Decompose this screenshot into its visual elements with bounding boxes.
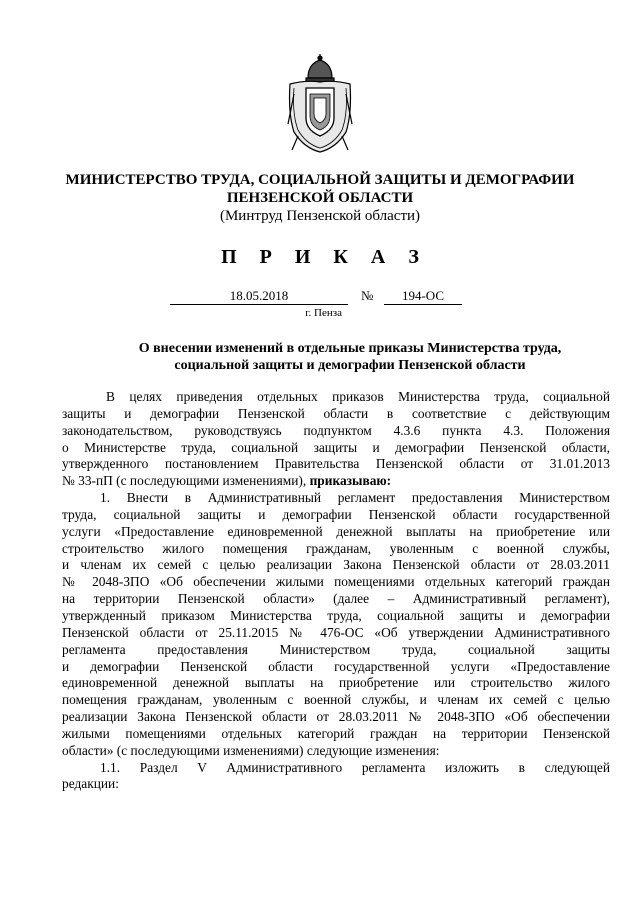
document-body <box>62 389 610 793</box>
body-line: услуги «Предоставление единовременной денежной выплаты на приобретение или <box>62 523 610 539</box>
body-line: № 2048-ЗПО «Об обеспечении жилыми помещениями отдельных категорий граждан <box>62 574 610 590</box>
document-date: 18.05.2018 <box>170 288 348 305</box>
ministry-short-name: (Минтруд Пензенской области) <box>219 208 421 224</box>
body-line: жилыми помещениями отдельных категорий граждан на территории Пензенской <box>62 725 610 741</box>
body-line: области» (с последующими изменениями) следующие изменения: <box>62 742 440 758</box>
document-city: г. Пенза <box>305 307 342 319</box>
body-line: единовременной денежной выплаты на приобретение или строительство жилого <box>62 675 610 691</box>
body-line: и членам их семей с целью реализации Закона Пензенской области от 28.03.2011 <box>62 557 610 573</box>
body-line: помещения гражданам, уволенным с военной службы, и членам их семей с целью <box>62 692 610 708</box>
penza-coat-of-arms-emblem <box>284 54 356 154</box>
ministry-name <box>40 171 600 207</box>
body-line: о Министерстве труда, социальной защиты и демографии Пензенской области, <box>62 439 610 455</box>
body-line: утвержденный приказом Министерства труда, социальной защиты и демографии <box>62 607 610 623</box>
body-line: 1.1. Раздел V Административного регламента изложить в следующей <box>100 759 610 775</box>
bold-order-word: приказываю: <box>309 473 392 489</box>
body-line-with-bold <box>62 473 610 490</box>
body-line: редакции: <box>62 776 119 792</box>
body-line: труда, социальной защиты и демографии Пензенской области государственной <box>62 506 610 522</box>
subject-line2: социальной защиты и демографии Пензенской области <box>174 358 526 373</box>
ministry-name-line1: МИНИСТЕРСТВО ТРУДА, СОЦИАЛЬНОЙ ЗАЩИТЫ И ДЕМОГРАФИИ <box>65 172 575 188</box>
document-type-title: П Р И К А З <box>221 246 428 268</box>
body-line: В целях приведения отдельных приказов Министерства труда, социальной <box>106 389 610 404</box>
body-line: законодательством, руководствуясь подпунктом 4.3.6 пункта 4.3. Положения <box>62 422 610 438</box>
document-number: 194-ОС <box>384 288 462 305</box>
body-line-text: № 33-пП (с последующими изменениями), <box>62 473 307 489</box>
body-line: 1. Внести в Административный регламент предоставления Министерством <box>100 490 610 506</box>
subject-line1: О внесении изменений в отдельные приказы Министерства труда, <box>138 341 562 356</box>
body-line: Пензенской области от 25.11.2015 № 476-ОС «Об утверждении Административного <box>62 624 610 640</box>
number-sign: № <box>361 288 374 303</box>
ministry-name-line2: ПЕНЗЕНСКОЙ ОБЛАСТИ <box>226 190 414 206</box>
body-line: на территории Пензенской области» (далее – Административный регламент), <box>62 591 610 607</box>
body-line: строительство жилого помещения гражданам, уволенным с военной службы, <box>62 540 610 556</box>
body-line: защиты и демографии Пензенской области в соответствие с действующим <box>62 405 610 421</box>
body-line: и демографии Пензенской области государственной услуги «Предоставление <box>62 658 610 674</box>
body-line: регламента предоставления Министерством труда, социальной защиты <box>62 641 610 657</box>
body-line: реализации Закона Пензенской области от 28.03.2011 № 2048-ЗПО «Об обеспечении <box>62 709 610 725</box>
document-subject <box>60 340 640 374</box>
body-line: утвержденного постановлением Правительства Пензенской области от 31.01.2013 <box>62 456 610 472</box>
